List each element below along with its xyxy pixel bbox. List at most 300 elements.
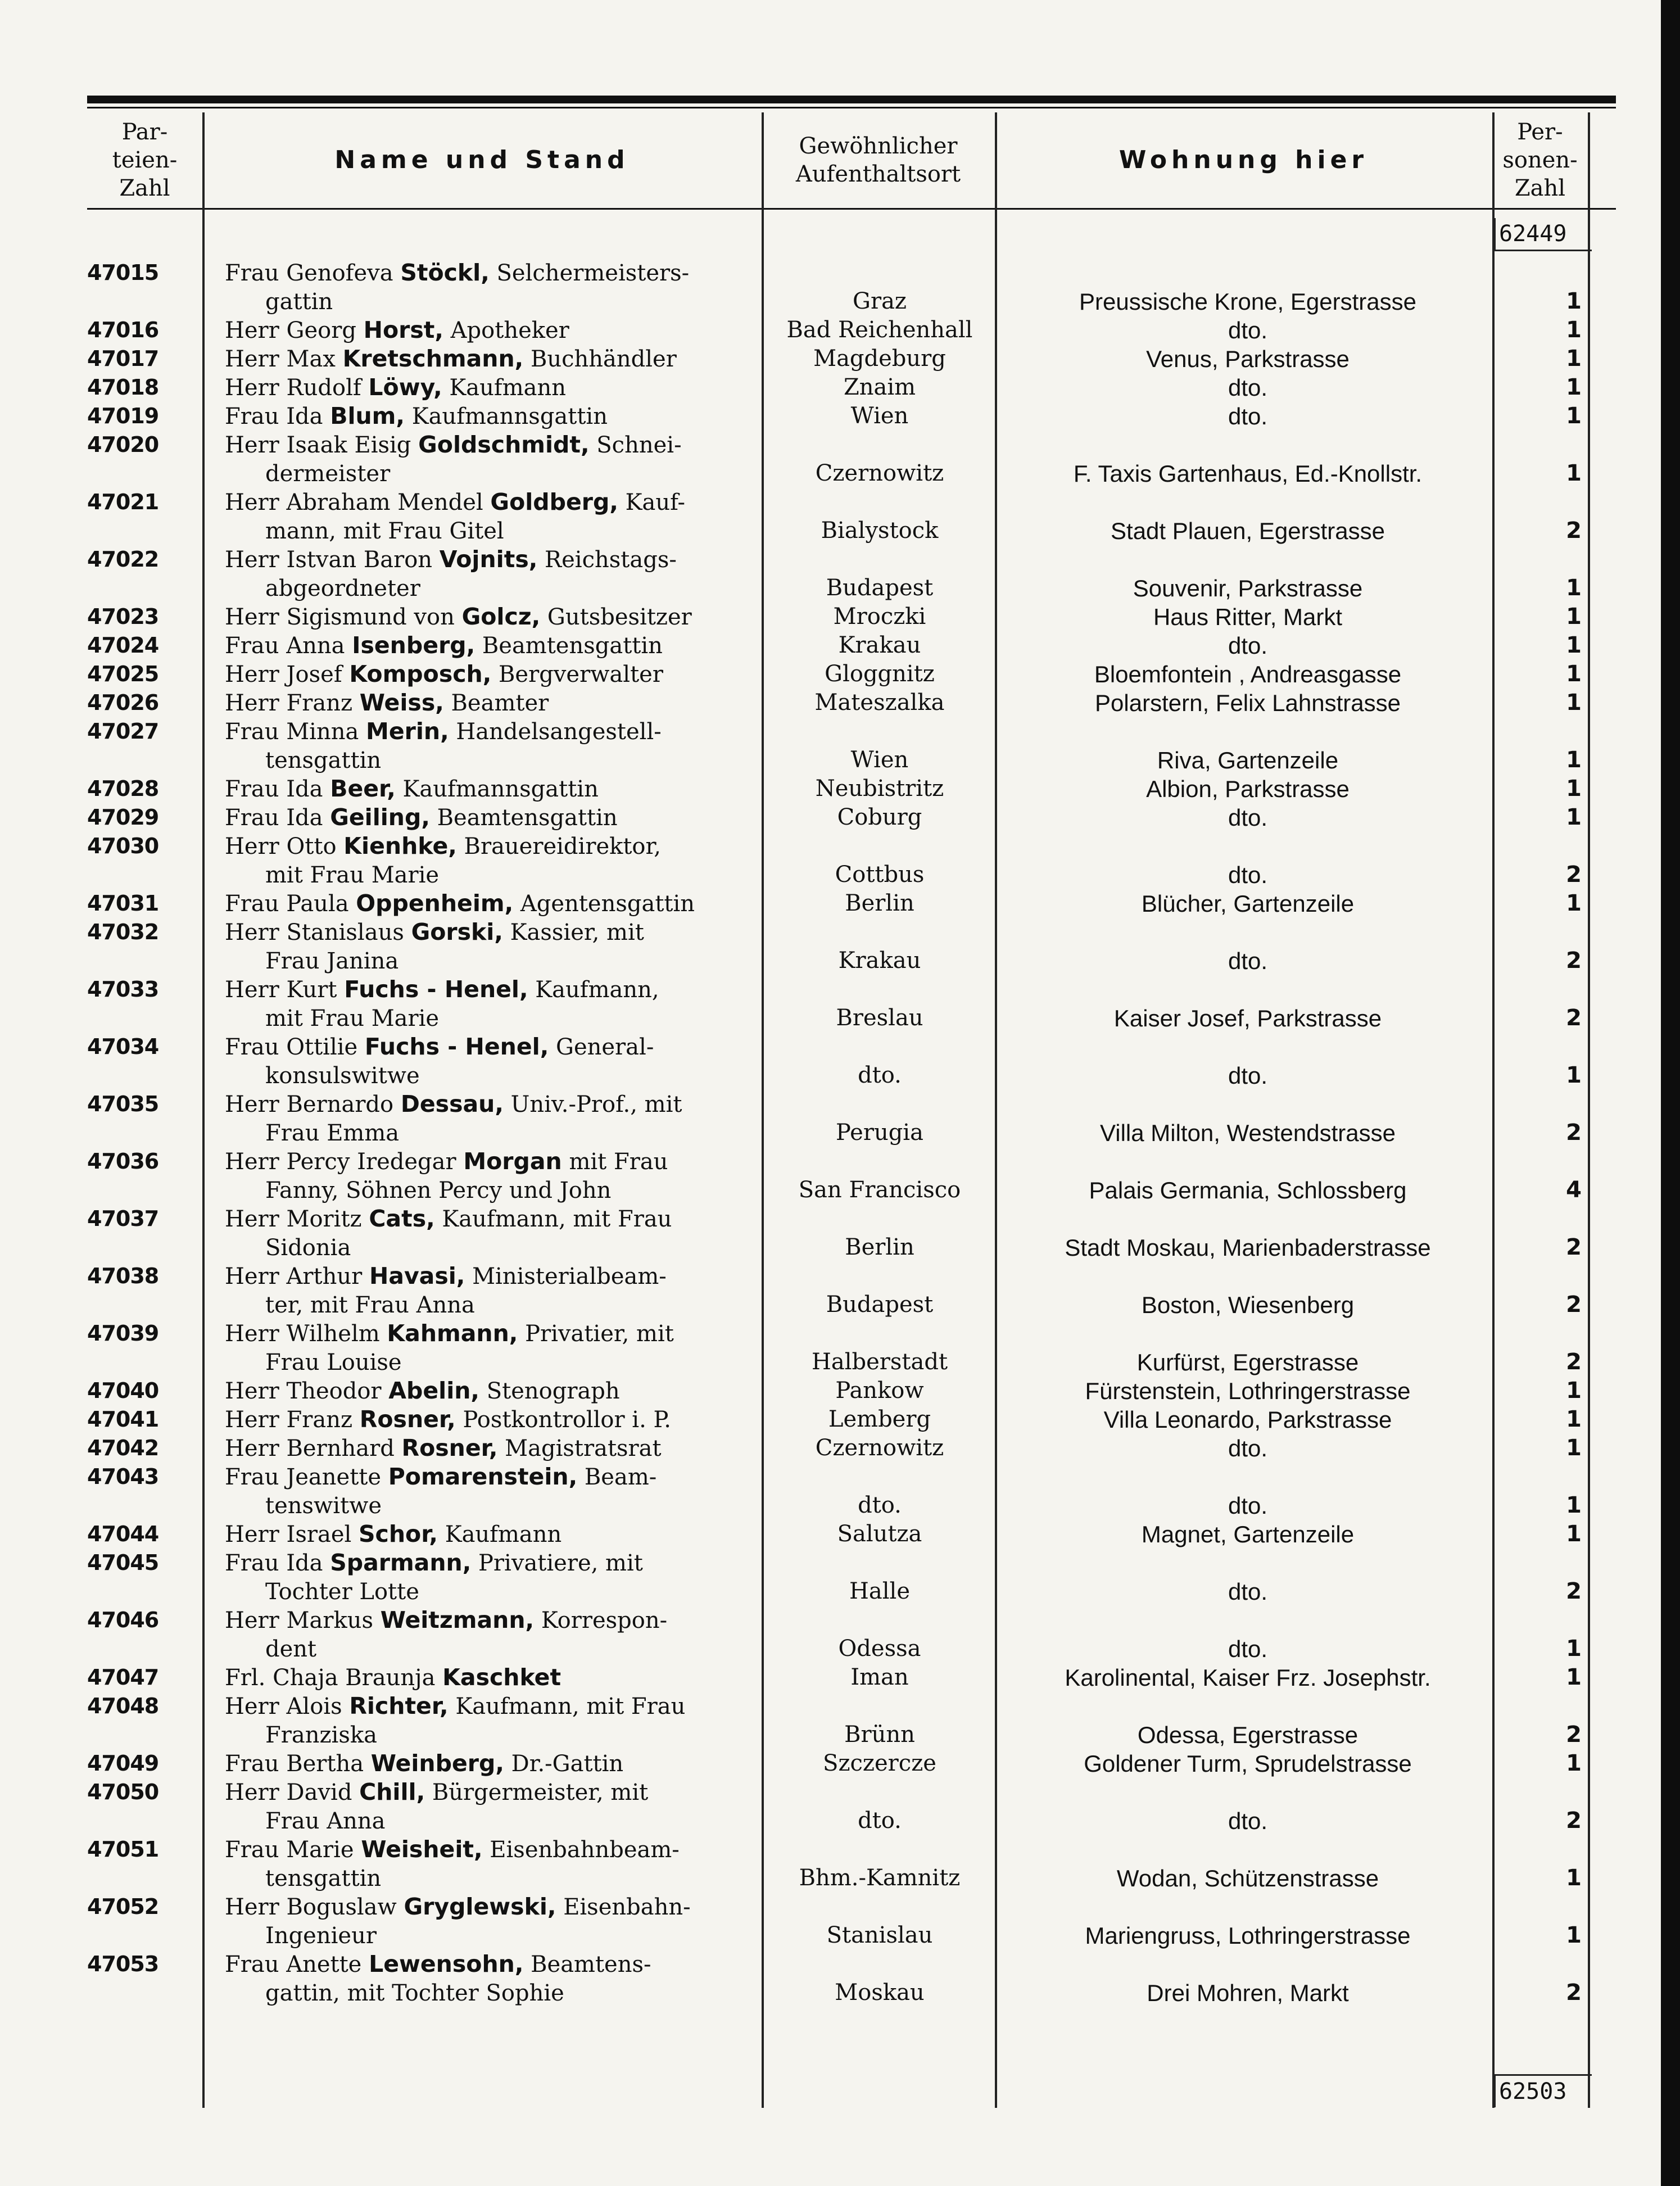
title: Herr: [225, 977, 279, 1003]
address: dto.: [1228, 804, 1268, 831]
top-rule-thin: [87, 107, 1616, 108]
title: Herr: [225, 1092, 279, 1117]
occupation: Kaufmannsgattin: [411, 404, 608, 429]
person-count: 1: [1566, 1664, 1582, 1690]
surname: Kretschmann,: [342, 345, 524, 372]
surname: Fuchs - Henel,: [364, 1033, 549, 1060]
address: dto.: [1228, 317, 1268, 343]
surname: Beer,: [330, 775, 396, 802]
party-number: 47030: [87, 834, 159, 858]
surname: Rosner,: [401, 1434, 498, 1461]
name-and-status: [225, 889, 843, 918]
table-row: [87, 402, 1616, 431]
origin: Cottbus: [835, 862, 925, 888]
table-row: [87, 631, 1616, 660]
table-row: [87, 259, 1616, 316]
surname: Oppenheim,: [356, 890, 514, 917]
name-and-status: [225, 803, 843, 832]
party-number: 47025: [87, 662, 159, 686]
table-row: [87, 1663, 1616, 1692]
origin: Pankow: [835, 1378, 924, 1404]
party-number: 47022: [87, 547, 159, 572]
occupation: Kassier, mit: [510, 920, 644, 945]
address: Riva, Gartenzeile: [1157, 747, 1339, 773]
name-and-status: [225, 545, 843, 603]
given-name: Jeanette: [286, 1464, 382, 1490]
surname: Kahmann,: [387, 1320, 518, 1347]
address: Bloemfontein , Andreasgasse: [1094, 661, 1402, 687]
given-name: Chaja Braunja: [273, 1665, 436, 1691]
name-continuation: dent: [265, 1636, 317, 1662]
given-name: Marie: [286, 1837, 354, 1863]
title: Frau: [225, 719, 279, 745]
occupation: mit Frau: [569, 1149, 668, 1175]
title: Herr: [225, 1522, 279, 1547]
given-name: Anna: [286, 633, 345, 659]
party-number: 47023: [87, 604, 159, 629]
name-and-status: [225, 1663, 843, 1692]
name-continuation: dermeister: [265, 461, 391, 487]
table-row: [87, 373, 1616, 402]
title: Herr: [225, 1407, 279, 1433]
table-row: [87, 1205, 1616, 1262]
name-and-status: [225, 660, 843, 689]
surname: Vojnits,: [439, 546, 538, 573]
given-name: Bernardo: [286, 1092, 394, 1117]
party-number: 47045: [87, 1550, 159, 1575]
table-row: [87, 1319, 1616, 1377]
given-name: Ottilie: [286, 1034, 358, 1060]
occupation: Kauf-: [625, 490, 686, 515]
title: Herr: [225, 318, 279, 343]
party-number: 47044: [87, 1522, 159, 1546]
table-row: [87, 1778, 1616, 1835]
occupation: Beamtensgattin: [437, 805, 618, 831]
name-continuation: gattin, mit Tochter Sophie: [265, 1980, 564, 2006]
occupation: Eisenbahn-: [563, 1894, 691, 1920]
address: dto.: [1228, 862, 1268, 888]
person-count: 1: [1566, 776, 1582, 802]
occupation: Selchermeisters-: [496, 260, 690, 286]
table-row: [87, 775, 1616, 803]
party-number: 47037: [87, 1206, 159, 1231]
table-row: [87, 1549, 1616, 1606]
given-name: Ida: [286, 805, 323, 831]
origin: Budapest: [826, 575, 934, 601]
given-name: Boguslaw: [286, 1894, 397, 1920]
name-continuation: Franziska: [265, 1722, 377, 1748]
address: Kaiser Josef, Parkstrasse: [1113, 1005, 1382, 1031]
name-and-status: [225, 431, 843, 488]
origin: Neubistritz: [815, 776, 944, 802]
given-name: Josef: [286, 662, 342, 687]
surname: Chill,: [359, 1778, 425, 1805]
occupation: Apotheker: [450, 318, 569, 343]
surname: Richter,: [349, 1692, 449, 1719]
name-and-status: [225, 832, 843, 890]
title: Frau: [225, 1034, 279, 1060]
name-and-status: [225, 1377, 843, 1406]
party-number: 47026: [87, 690, 159, 715]
occupation: Privatiere, mit: [478, 1550, 643, 1576]
surname: Geiling,: [330, 804, 430, 831]
title: Frau: [225, 891, 279, 917]
name-and-status: [225, 1463, 843, 1520]
name-continuation: Tochter Lotte: [265, 1579, 419, 1605]
occupation: Beam-: [584, 1464, 657, 1490]
given-name: Sigismund von: [286, 604, 455, 630]
title: Herr: [225, 1321, 279, 1347]
name-continuation: abgeordneter: [265, 576, 420, 601]
given-name: Franz: [286, 690, 353, 716]
person-count: 2: [1566, 1808, 1582, 1834]
origin: Gloggnitz: [825, 661, 935, 687]
origin: Bad Reichenhall: [786, 317, 973, 343]
address: dto.: [1228, 1636, 1268, 1662]
person-count: 4: [1566, 1177, 1582, 1203]
given-name: Ida: [286, 776, 323, 802]
given-name: Abraham Mendel: [286, 490, 483, 515]
name-and-status: [225, 373, 843, 402]
name-and-status: [225, 402, 843, 431]
surname: Lewensohn,: [369, 1950, 524, 1977]
address: dto.: [1228, 374, 1268, 401]
header-parteien: Par- teien- Zahl: [112, 119, 178, 201]
occupation: Handelsangestell-: [456, 719, 662, 745]
name-and-status: [225, 1033, 843, 1090]
address: dto.: [1228, 403, 1268, 429]
person-count: 1: [1566, 747, 1582, 773]
occupation: General-: [556, 1034, 654, 1060]
address: Boston, Wiesenberg: [1141, 1292, 1355, 1318]
surname: Merin,: [366, 718, 449, 745]
surname: Abelin,: [388, 1377, 480, 1404]
person-count: 2: [1566, 518, 1582, 544]
name-and-status: [225, 1405, 843, 1434]
person-count: 1: [1566, 1062, 1582, 1088]
header-address: Wohnung hier: [1119, 146, 1369, 174]
address: dto.: [1228, 1435, 1268, 1461]
origin: Perugia: [836, 1120, 923, 1146]
given-name: Georg: [286, 318, 356, 343]
given-name: Arthur: [286, 1264, 363, 1289]
name-continuation: tenswitwe: [265, 1493, 382, 1519]
address: Magnet, Gartenzeile: [1141, 1521, 1355, 1547]
person-count: 1: [1566, 1521, 1582, 1547]
header-rule: [87, 208, 1616, 210]
person-count: 1: [1566, 1378, 1582, 1404]
surname: Löwy,: [368, 374, 442, 401]
name-and-status: [225, 1262, 843, 1320]
given-name: David: [286, 1780, 352, 1805]
party-number: 47047: [87, 1665, 159, 1690]
title: Frau: [225, 776, 279, 802]
occupation: Stenograph: [486, 1378, 620, 1404]
party-number: 47019: [87, 404, 159, 428]
occupation: Eisenbahnbeam-: [490, 1837, 680, 1863]
origin: Brünn: [844, 1722, 915, 1748]
person-count: 2: [1566, 1120, 1582, 1146]
person-count: 1: [1566, 374, 1582, 400]
party-number: 47046: [87, 1608, 159, 1632]
given-name: Israel: [286, 1522, 352, 1547]
title: Frau: [225, 1837, 279, 1863]
origin: Krakau: [838, 948, 921, 974]
name-and-status: [225, 1749, 843, 1778]
origin: Stanislau: [826, 1922, 933, 1948]
table-row: [87, 1377, 1616, 1405]
address: Wodan, Schützenstrasse: [1116, 1865, 1379, 1891]
party-number: 47050: [87, 1780, 159, 1804]
table-row: [87, 717, 1616, 775]
given-name: Alois: [286, 1694, 342, 1719]
name-and-status: [225, 1090, 843, 1148]
title: Herr: [225, 432, 279, 458]
origin: Halle: [849, 1578, 910, 1604]
party-number: 47015: [87, 260, 159, 285]
table-row: [87, 918, 1616, 975]
occupation: Reichstags-: [545, 547, 677, 573]
title: Herr: [225, 1264, 279, 1289]
header-origin: Gewöhnlicher Aufenthaltsort: [795, 133, 961, 187]
title: Herr: [225, 1206, 279, 1232]
person-count: 1: [1566, 1750, 1582, 1776]
address: Preussische Krone, Egerstrasse: [1079, 288, 1416, 315]
origin: Graz: [853, 288, 907, 314]
name-and-status: [225, 717, 843, 775]
occupation: Korrespon-: [541, 1608, 668, 1633]
name-continuation: Frau Louise: [265, 1350, 402, 1375]
party-number: 47028: [87, 776, 159, 801]
title: Frau: [225, 1952, 279, 1977]
occupation: Schnei-: [596, 432, 682, 458]
person-count: 1: [1566, 632, 1582, 658]
party-number: 47020: [87, 432, 159, 457]
given-name: Ida: [286, 404, 323, 429]
party-number: 47016: [87, 318, 159, 342]
final-total: 62503: [1493, 2074, 1592, 2107]
origin: Magdeburg: [813, 346, 946, 372]
name-continuation: gattin: [265, 289, 333, 315]
person-count: 2: [1566, 1234, 1582, 1260]
table-row: [87, 1262, 1616, 1319]
address: Odessa, Egerstrasse: [1137, 1722, 1359, 1748]
party-number: 47021: [87, 490, 159, 514]
name-and-status: [225, 689, 843, 718]
name-and-status: [225, 975, 843, 1033]
title: Herr: [225, 1894, 279, 1920]
surname: Schor,: [359, 1520, 438, 1547]
title: Frau: [225, 1751, 279, 1777]
origin: Lemberg: [828, 1406, 931, 1432]
given-name: Markus: [286, 1608, 373, 1633]
table-row: [87, 316, 1616, 345]
party-number: 47027: [87, 719, 159, 744]
name-and-status: [225, 1692, 843, 1750]
name-and-status: [225, 775, 843, 804]
surname: Isenberg,: [352, 632, 476, 659]
surname: Weisheit,: [361, 1836, 483, 1863]
header-name: Name und Stand: [334, 146, 630, 174]
origin: Halberstadt: [811, 1349, 948, 1375]
origin: Mateszalka: [814, 690, 945, 716]
origin: Mroczki: [833, 604, 926, 630]
person-count: 2: [1566, 1005, 1582, 1031]
surname: Gorski,: [411, 918, 503, 945]
given-name: Theodor: [286, 1378, 382, 1404]
occupation: Univ.-Prof., mit: [510, 1092, 682, 1117]
given-name: Kurt: [286, 977, 337, 1003]
title: Herr: [225, 1780, 279, 1805]
address: Villa Milton, Westendstrasse: [1099, 1120, 1396, 1146]
surname: Cats,: [369, 1205, 435, 1232]
name-continuation: Frau Janina: [265, 948, 399, 974]
party-number: 47051: [87, 1837, 159, 1862]
address: dto.: [1228, 948, 1268, 974]
title: Herr: [225, 834, 279, 859]
address: Polarstern, Felix Lahnstrasse: [1095, 690, 1401, 716]
table-row: [87, 689, 1616, 717]
table-row: [87, 431, 1616, 488]
title: Herr: [225, 1608, 279, 1633]
party-number: 47040: [87, 1378, 159, 1403]
person-count: 2: [1566, 1578, 1582, 1604]
origin: Iman: [850, 1664, 909, 1690]
name-continuation: mann, mit Frau Gitel: [265, 518, 504, 544]
origin: Bhm.-Kamnitz: [799, 1865, 961, 1891]
person-count: 1: [1566, 1406, 1582, 1432]
table-row: [87, 1606, 1616, 1663]
register-table: [87, 96, 1616, 2108]
name-and-status: [225, 1434, 843, 1463]
name-continuation: Sidonia: [265, 1235, 351, 1261]
given-name: Max: [286, 346, 336, 372]
address: dto.: [1228, 1578, 1268, 1605]
person-count: 1: [1566, 1922, 1582, 1948]
occupation: Beamter: [451, 690, 549, 716]
title: Herr: [225, 662, 279, 687]
person-count: 1: [1566, 1435, 1582, 1461]
name-continuation: mit Frau Marie: [265, 862, 440, 888]
occupation: Privatier, mit: [525, 1321, 674, 1347]
given-name: Isaak Eisig: [286, 432, 411, 458]
table-row: [87, 1090, 1616, 1147]
origin: Szczercze: [823, 1750, 936, 1776]
address: Mariengruss, Lothringerstrasse: [1085, 1922, 1411, 1949]
occupation: Dr.-Gattin: [511, 1751, 624, 1777]
occupation: Beamtens-: [531, 1952, 651, 1977]
name-and-status: [225, 316, 843, 345]
surname: Havasi,: [369, 1262, 465, 1289]
origin: dto.: [858, 1062, 902, 1088]
address: dto.: [1228, 1492, 1268, 1519]
person-count: 1: [1566, 575, 1582, 601]
header-persons: Per- sonen- Zahl: [1502, 119, 1578, 201]
surname: Golcz,: [461, 603, 541, 630]
table-row: [87, 889, 1616, 918]
name-continuation: ter, mit Frau Anna: [265, 1292, 475, 1318]
occupation: Beamtensgattin: [482, 633, 663, 659]
name-and-status: [225, 1606, 843, 1664]
address: Kurfürst, Egerstrasse: [1136, 1349, 1359, 1375]
person-count: 2: [1566, 1722, 1582, 1748]
title: Herr: [225, 375, 279, 401]
occupation: Kaufmann, mit Frau: [455, 1694, 686, 1719]
address: Karolinental, Kaiser Frz. Josephstr.: [1065, 1664, 1431, 1691]
address: Souvenir, Parkstrasse: [1133, 575, 1363, 601]
surname: Fuchs - Henel,: [344, 976, 528, 1003]
name-and-status: [225, 1205, 843, 1262]
table-row: [87, 603, 1616, 631]
title: Herr: [225, 1378, 279, 1404]
party-number: 47029: [87, 805, 159, 830]
party-number: 47039: [87, 1321, 159, 1346]
party-number: 47018: [87, 375, 159, 400]
address: dto.: [1228, 632, 1268, 659]
occupation: Postkontrollor i. P.: [463, 1407, 672, 1433]
person-count: 1: [1566, 1865, 1582, 1891]
origin: Czernowitz: [815, 460, 944, 486]
party-number: 47048: [87, 1694, 159, 1718]
name-and-status: [225, 1893, 843, 1950]
name-continuation: Frau Emma: [265, 1120, 400, 1146]
table-row: [87, 1463, 1616, 1520]
person-count: 2: [1566, 948, 1582, 974]
origin: Odessa: [838, 1636, 921, 1662]
origin: Berlin: [845, 1234, 914, 1260]
address: Palais Germania, Schlossberg: [1089, 1177, 1407, 1203]
origin: Bialystock: [821, 518, 939, 544]
party-number: 47053: [87, 1952, 159, 1976]
name-and-status: [225, 345, 843, 374]
party-number: 47049: [87, 1751, 159, 1776]
surname: Komposch,: [349, 660, 492, 687]
address: F. Taxis Gartenhaus, Ed.-Knollstr.: [1073, 460, 1423, 487]
address: Venus, Parkstrasse: [1146, 346, 1350, 372]
person-count: 1: [1566, 661, 1582, 687]
origin: dto.: [858, 1808, 902, 1834]
surname: Morgan: [463, 1148, 562, 1175]
table-row: [87, 545, 1616, 603]
origin: Berlin: [845, 890, 914, 916]
origin: Salutza: [837, 1521, 922, 1547]
occupation: Ministerialbeam-: [472, 1264, 667, 1289]
title: Herr: [225, 920, 279, 945]
name-and-status: [225, 918, 843, 976]
name-and-status: [225, 1520, 843, 1549]
title: Frau: [225, 1550, 279, 1576]
given-name: Genofeva: [286, 260, 393, 286]
table-row: [87, 345, 1616, 373]
origin: Coburg: [837, 804, 922, 830]
table-row: [87, 1749, 1616, 1778]
party-number: 47032: [87, 920, 159, 944]
table-row: [87, 488, 1616, 545]
surname: Horst,: [363, 316, 443, 343]
name-continuation: mit Frau Marie: [265, 1006, 440, 1031]
person-count: 1: [1566, 804, 1582, 830]
address: Stadt Moskau, Marienbaderstrasse: [1065, 1234, 1431, 1261]
party-number: 47042: [87, 1436, 159, 1460]
origin: Budapest: [826, 1292, 934, 1318]
title: Herr: [225, 604, 279, 630]
surname: Weinberg,: [370, 1750, 504, 1777]
person-count: 2: [1566, 1292, 1582, 1318]
person-count: 2: [1566, 1349, 1582, 1375]
surname: Kaschket: [442, 1664, 561, 1691]
title: Frau: [225, 805, 279, 831]
surname: Goldschmidt,: [418, 431, 590, 458]
